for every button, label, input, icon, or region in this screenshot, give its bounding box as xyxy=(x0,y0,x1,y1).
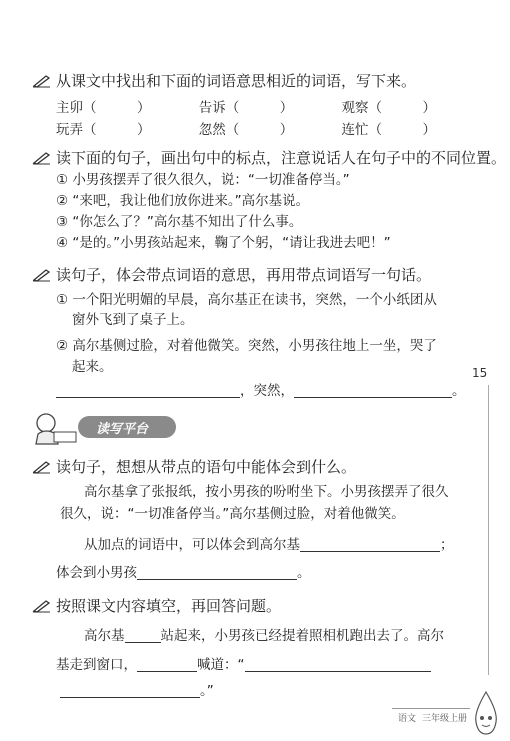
page-number: 15 xyxy=(472,366,488,380)
passage-line1: 高尔基拿了张报纸，按小男孩的吩咐坐下。小男孩摆弄了很久 xyxy=(84,484,449,500)
pen-icon xyxy=(32,74,52,88)
mascot-drop-icon xyxy=(470,690,502,736)
fill-line1: 高尔基 站起来，小男孩已经提着照相机跑出去了。高尔 xyxy=(84,628,444,644)
footer xyxy=(392,708,470,723)
fill-line3: 。” xyxy=(60,682,214,700)
vocab-item[interactable]: 观察（ ） xyxy=(341,100,436,116)
vocab-item[interactable]: 连忙（ ） xyxy=(341,122,436,138)
question1: 从加点的词语中，可以体会到高尔基 ； xyxy=(84,537,454,553)
fill-line2: 基走到窗口， 喊道：“ xyxy=(56,656,431,674)
vocab-row-2 xyxy=(56,118,436,138)
item1-line1: ① 一个阳光明媚的早晨，高尔基正在读书，突然，一个小纸团从 xyxy=(56,292,437,308)
pen-icon xyxy=(32,599,52,613)
vocab-item[interactable]: 主卯（ ） xyxy=(56,100,151,116)
reading-writing-banner xyxy=(30,406,180,450)
answer-blank[interactable] xyxy=(137,657,197,672)
pen-icon xyxy=(32,268,52,282)
margin-rule xyxy=(488,385,489,675)
item2-line2: 起来。 xyxy=(72,359,113,375)
answer-blank[interactable] xyxy=(125,628,161,643)
vocab-item[interactable]: 告诉（ ） xyxy=(198,100,294,116)
section4-instruction: 读句子，想想从带点的语句中能体会到什么。 xyxy=(32,458,356,476)
question2: 体会到小男孩 。 xyxy=(56,565,311,581)
sentence-2: ② “来吧，我让他们放你进来。”高尔基说。 xyxy=(56,193,310,209)
item1-line2: 窗外飞到了桌子上。 xyxy=(72,312,194,328)
footer-subject: 语文 xyxy=(398,714,417,724)
answer-blank[interactable] xyxy=(56,383,240,398)
answer-blank[interactable] xyxy=(60,683,200,698)
section1-instruction: 从课文中找出和下面的词语意思相近的词语，写下来。 xyxy=(32,72,416,90)
answer-blank[interactable] xyxy=(294,383,452,398)
vocab-item[interactable]: 忽然（ ） xyxy=(198,122,294,138)
sentence-4: ④ “是的。”小男孩站起来，鞠了个躬，“请让我进去吧！” xyxy=(56,235,391,251)
item2-line1: ② 高尔基侧过脸，对着他微笑。突然，小男孩往地上一坐，哭了 xyxy=(56,338,437,354)
pen-icon xyxy=(32,460,52,474)
vocab-row-1 xyxy=(56,96,436,116)
section3-instruction: 读句子，体会带点词语的意思，再用带点词语写一句话。 xyxy=(32,266,431,284)
footer-grade: 三年级上册 xyxy=(422,714,468,724)
sentence-3: ③ “你怎么了？”高尔基不知出了什么事。 xyxy=(56,214,303,230)
pen-icon xyxy=(32,151,52,165)
answer-blank[interactable] xyxy=(245,657,431,672)
passage-line2: 很久，说：“一切准备停当。”高尔基侧过脸，对着他微笑。 xyxy=(60,506,405,522)
answer-blank[interactable] xyxy=(137,565,297,580)
sentence-1: ① 小男孩摆弄了很久很久，说：“一切准备停当。” xyxy=(56,172,350,188)
banner-title: 读写平台 xyxy=(96,422,149,437)
answer-blank[interactable] xyxy=(300,537,440,552)
sentence-fill-line: ，突然， 。 xyxy=(56,382,466,400)
section5-instruction: 按照课文内容填空，再回答问题。 xyxy=(32,597,281,615)
vocab-item[interactable]: 玩弄（ ） xyxy=(56,122,151,138)
section2-instruction: 读下面的句子，画出句中的标点，注意说话人在句子中的不同位置。 xyxy=(32,149,506,167)
